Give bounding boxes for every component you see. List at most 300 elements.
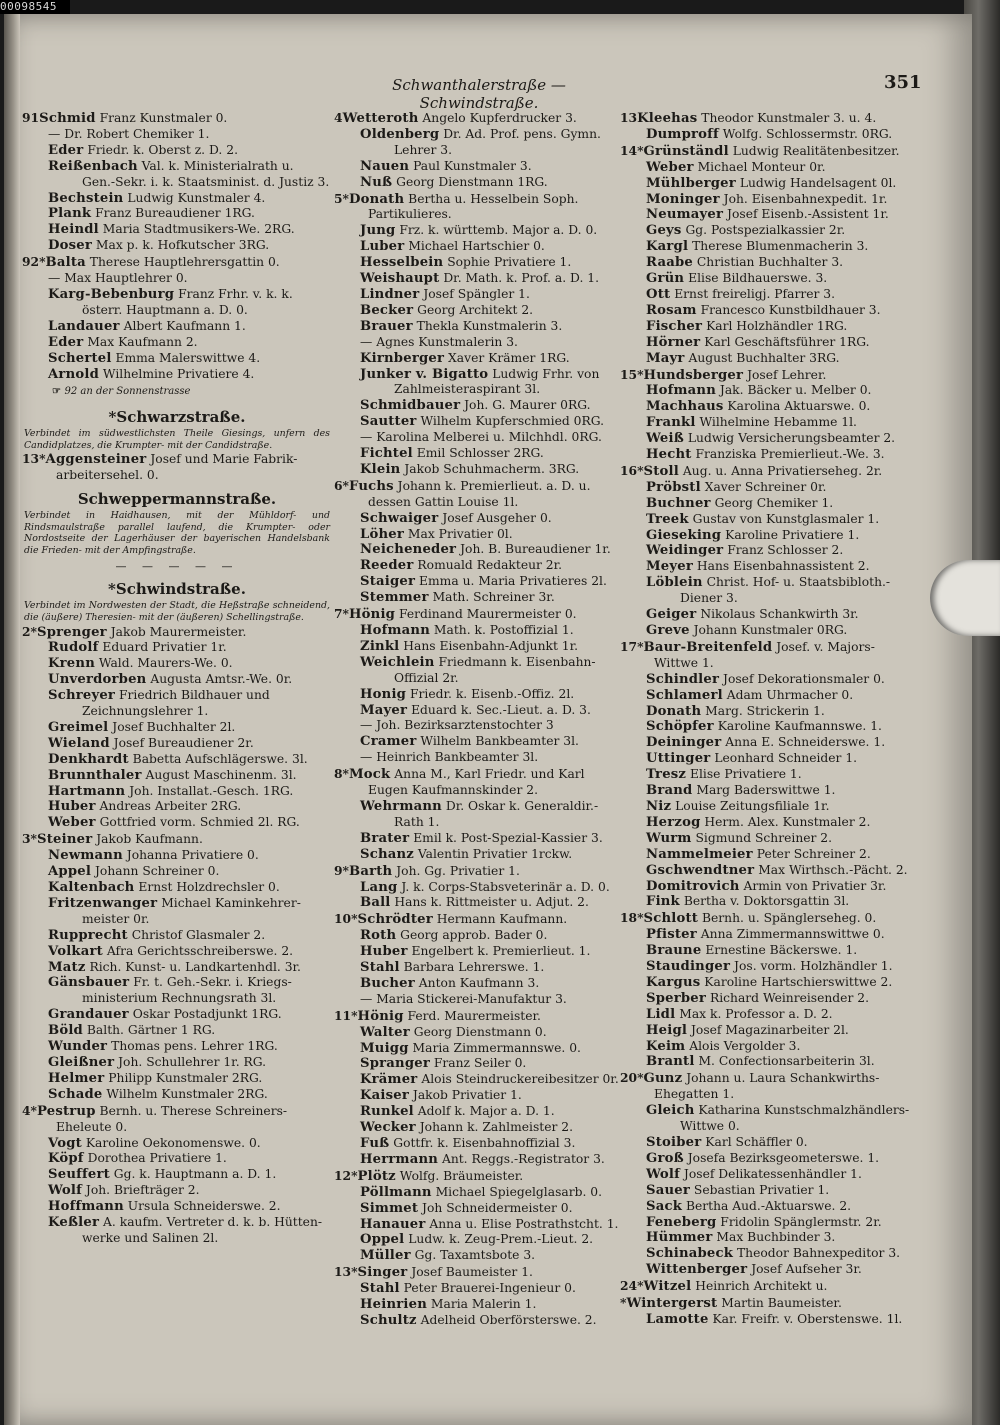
directory-entry [620, 783, 952, 799]
resident-detail: Anna E. Schneiderswe. 1. [721, 735, 886, 750]
resident-surname: Schöpfer [646, 719, 714, 735]
resident-detail: Afra Gerichtsschreiberswe. 2. [102, 943, 294, 958]
resident-detail: Jakob Kaufmann. [92, 832, 203, 847]
resident-detail: Louise Zeitungsfiliale 1r. [671, 798, 830, 813]
resident-detail: Franz Schlosser 2. [723, 543, 844, 558]
resident-surname: Helmer [48, 1070, 105, 1086]
directory-entry [334, 766, 634, 799]
street-description: Verbindet im Nordwesten der Stadt, die Heßstraße schneidend, die (äußere) Theresien- mit der (äußeren) Schellingstraße. [24, 600, 330, 623]
resident-detail: Josef Delikatessenhändler 1. [680, 1166, 862, 1181]
entry-continuation: Partikulieres. [368, 207, 452, 222]
resident-detail: Armin von Privatier 3r. [739, 878, 887, 893]
house-number: 20* [620, 1070, 644, 1086]
resident-surname: Stoll [643, 463, 679, 479]
resident-detail: Franz Kunstmaler 0. [95, 111, 228, 125]
resident-surname: Barth [349, 863, 393, 879]
directory-entry [620, 1103, 952, 1135]
resident-detail: Franz Seiler 0. [429, 1056, 527, 1071]
directory-entry [334, 1136, 634, 1152]
directory-entry [334, 1168, 634, 1185]
resident-surname: Pfister [646, 927, 697, 943]
section-rule: — — — — — [115, 559, 239, 573]
directory-entry [22, 159, 332, 191]
resident-detail: Ludwig Frhr. von [488, 366, 600, 381]
resident-detail: Maria Stadtmusikers-We. 2RG. [98, 222, 295, 237]
street-description: Verbindet in Haidhausen, mit der Mühldorf- und Rindsmaulstraße parallel laufend, die Krumpter- oder Nordostseite der Lagerhäuser der bayerischen Handelsbank die Frieden- mit der Ampfingstraße. [24, 510, 330, 556]
resident-detail: Val. k. Ministerialrath u. [137, 158, 294, 173]
resident-detail: Ferd. Maurermeister. [403, 1008, 541, 1023]
resident-surname: Ott [646, 286, 671, 302]
directory-entry [334, 223, 634, 239]
directory-entry [620, 496, 952, 512]
house-number: 9* [334, 862, 349, 878]
house-number: 15* [620, 366, 644, 382]
resident-surname: Brunnthaler [48, 767, 142, 783]
resident-detail: Gg. Postspezialkassier 2r. [681, 223, 846, 238]
resident-detail: Jakob Schuhmacherm. 3RG. [400, 461, 580, 476]
directory-entry [620, 688, 952, 704]
resident-surname: Huber [48, 799, 96, 815]
book-spine-shadow [4, 14, 20, 1425]
resident-detail: Anna M., Karl Friedr. und Karl [390, 767, 585, 782]
resident-surname: Junker v. Bigatto [360, 366, 489, 382]
resident-detail: Johann u. Laura Schankwirths- [682, 1071, 880, 1086]
column-1 [22, 110, 332, 1247]
resident-detail: Franz Frhr. v. k. k. [174, 286, 293, 301]
resident-surname: Schanz [360, 846, 414, 862]
directory-entry [334, 351, 634, 367]
directory-entry [334, 1120, 634, 1136]
resident-surname: Fritzenwanger [48, 895, 158, 911]
resident-detail: Jos. vorm. Holzhändler 1. [730, 959, 893, 974]
directory-entry [620, 463, 952, 480]
resident-detail: Emma u. Maria Privatieres 2l. [415, 574, 607, 589]
resident-surname: Feneberg [646, 1214, 717, 1230]
resident-surname: Luber [360, 239, 405, 255]
directory-page [4, 14, 972, 1425]
resident-surname: Rosam [646, 302, 697, 318]
house-number: 24* [620, 1278, 644, 1294]
directory-entry [620, 512, 952, 528]
house-number: 4* [22, 1102, 37, 1118]
resident-surname: Wehrmann [360, 798, 442, 814]
resident-surname: Mock [349, 767, 391, 783]
house-number: 3* [22, 831, 37, 847]
directory-entry [22, 768, 332, 784]
house-number: 11* [334, 1007, 358, 1023]
directory-entry [620, 719, 952, 735]
resident-surname: Eder [48, 142, 84, 158]
entry-continuation: dessen Gattin Louise 1l. [368, 494, 519, 509]
resident-surname: Frankl [646, 415, 696, 431]
directory-entry [22, 1023, 332, 1039]
resident-detail: Georg Dienstmann 1RG. [392, 174, 548, 189]
resident-detail: Anton Kaufmann 3. [414, 975, 540, 990]
resident-surname: Schwaiger [360, 510, 439, 526]
resident-surname: Niz [646, 798, 672, 814]
directory-entry [620, 1230, 952, 1246]
directory-entry [620, 879, 952, 895]
resident-detail: Babetta Aufschlägerswe. 3l. [128, 751, 308, 766]
resident-surname: Fuchs [349, 478, 394, 494]
resident-surname: Baur-Breitenfeld [643, 639, 773, 655]
resident-surname: Braune [646, 943, 702, 959]
directory-entry [22, 1167, 332, 1183]
resident-detail: Dorothea Privatiere 1. [83, 1151, 227, 1166]
resident-detail: Alois Steindruckereibesitzer 0r. [417, 1072, 619, 1087]
directory-entry [22, 720, 332, 736]
resident-surname: Löher [360, 526, 404, 542]
directory-entry [334, 191, 634, 224]
directory-entry [620, 799, 952, 815]
resident-detail: Gottfried vorm. Schmied 2l. RG. [95, 815, 300, 830]
resident-surname: Bechstein [48, 190, 124, 206]
entry-continuation: Zeichnungslehrer 1. [82, 704, 209, 719]
directory-entry [620, 1167, 952, 1183]
resident-detail: Wald. Maurers-We. 0. [94, 656, 233, 671]
resident-surname: Fuß [360, 1136, 390, 1151]
resident-detail: Johann Schreiner 0. [91, 864, 220, 879]
resident-surname: Hecht [646, 447, 692, 463]
resident-detail: Joh. Schullehrer 1r. RG. [114, 1054, 267, 1069]
resident-detail: Valentin Privatier 1rckw. [413, 846, 573, 861]
directory-entry [334, 1281, 634, 1297]
resident-surname: Gieseking [646, 527, 722, 543]
directory-entry [22, 1103, 332, 1136]
resident-detail: Emma Malerswittwe 4. [111, 350, 261, 365]
resident-detail: Kar. Freifr. v. Oberstenswe. 1l. [708, 1311, 903, 1326]
resident-surname: Wunder [48, 1039, 108, 1055]
resident-detail: Math. Schreiner 3r. [428, 590, 555, 605]
resident-detail: Emil k. Post-Spezial-Kassier 3. [409, 830, 603, 845]
directory-entry [334, 1072, 634, 1088]
directory-entry [22, 944, 332, 960]
directory-entry [22, 206, 332, 222]
directory-entry [620, 543, 952, 559]
resident-detail: — Maria Stickerei-Manufaktur 3. [360, 991, 567, 1006]
directory-entry [334, 239, 634, 255]
resident-surname: Nuß [360, 174, 393, 190]
resident-detail: Paul Kunstmaler 3. [409, 158, 532, 173]
resident-detail: Joh. Installat.-Gesch. 1RG. [125, 783, 294, 798]
resident-surname: Geys [646, 223, 682, 239]
resident-surname: Lang [360, 879, 398, 895]
entry-continuation: Rath 1. [394, 814, 440, 829]
resident-detail: — Dr. Robert Chemiker 1. [48, 126, 210, 141]
resident-surname: Fichtel [360, 446, 413, 462]
resident-detail: Peter Brauerei-Ingenieur 0. [399, 1281, 576, 1296]
directory-entry [334, 511, 634, 527]
directory-entry [334, 287, 634, 303]
resident-surname: Bucher [360, 975, 415, 991]
resident-surname: Neumayer [646, 207, 724, 223]
resident-detail: Sophie Privatiere 1. [443, 255, 572, 270]
resident-surname: Böld [48, 1023, 83, 1039]
directory-entry [620, 431, 952, 447]
resident-surname: Stahl [360, 960, 400, 976]
resident-detail: Johann k. Premierlieut. a. D. u. [393, 478, 591, 493]
resident-surname: Staiger [360, 574, 416, 590]
resident-detail: Josefa Bezirksgeometerswe. 1. [683, 1150, 880, 1165]
directory-entry [22, 815, 332, 831]
resident-surname: Balta [45, 255, 86, 271]
resident-detail: Joh. Gg. Privatier 1. [392, 863, 520, 878]
resident-surname: Karg-Bebenburg [48, 286, 175, 302]
pointing-hand-icon: ☞ [52, 386, 65, 398]
directory-entry [620, 255, 952, 271]
resident-detail: Wolfg. Schlossermstr. 0RG. [718, 126, 893, 141]
directory-entry [620, 207, 952, 223]
resident-surname: Mayer [360, 702, 408, 718]
directory-entry [620, 303, 952, 319]
resident-surname: Löblein [646, 575, 703, 591]
page-header [4, 72, 972, 112]
directory-entry [620, 607, 952, 623]
resident-detail: Ernst Holzdrechsler 0. [134, 880, 280, 894]
resident-detail: Johanna Privatiere 0. [122, 848, 259, 863]
resident-detail: Bernh. u. Spänglerseheg. 0. [698, 911, 877, 926]
resident-detail: Ant. Reggs.-Registrator 3. [438, 1151, 605, 1166]
directory-entry [334, 623, 634, 639]
resident-surname: Sperber [646, 990, 707, 1006]
resident-surname: Grün [646, 271, 685, 287]
directory-entry [334, 976, 634, 992]
resident-detail: Thekla Kunstmalerin 3. [412, 318, 563, 333]
resident-surname: Mayr [646, 350, 685, 366]
resident-detail: Georg approb. Bader 0. [396, 928, 548, 943]
resident-detail: Josef Dekorationsmaler 0. [719, 671, 885, 686]
resident-surname: Wetteroth [342, 111, 419, 126]
directory-entry [334, 1025, 634, 1041]
resident-surname: Krämer [360, 1072, 418, 1088]
resident-surname: Kargus [646, 974, 701, 990]
resident-detail: Anna Zimmermannswittwe 0. [696, 927, 885, 942]
resident-detail: Philipp Kunstmaler 2RG. [104, 1070, 263, 1085]
house-number: 16* [620, 462, 644, 478]
resident-surname: Schindler [646, 671, 720, 687]
resident-surname: Cramer [360, 734, 417, 750]
directory-entry [334, 911, 634, 928]
directory-entry [22, 351, 332, 367]
resident-detail: Elise Privatiere 1. [686, 767, 802, 782]
resident-detail: Gottfr. k. Eisenbahnoffizial 3. [389, 1136, 576, 1150]
resident-surname: Huber [360, 944, 408, 960]
resident-surname: Hörner [646, 334, 701, 350]
entry-continuation: Wittwe 1. [654, 655, 714, 670]
directory-entry [22, 191, 332, 207]
resident-surname: Appel [48, 864, 92, 880]
directory-entry [620, 1278, 952, 1295]
directory-entry [620, 1151, 952, 1167]
resident-detail: Karl Geschäftsführer 1RG. [700, 334, 870, 349]
resident-detail: — Agnes Kunstmalerin 3. [360, 334, 518, 349]
resident-surname: Brater [360, 830, 410, 846]
directory-entry [334, 1152, 634, 1168]
directory-entry [620, 480, 952, 496]
resident-surname: Keßler [48, 1215, 100, 1231]
entry-continuation: Gen.-Sekr. i. k. Staatsminist. d. Justiz 3. [82, 174, 330, 189]
resident-detail: Karoline Oekonomenswe. 0. [81, 1135, 261, 1150]
directory-entry [334, 1313, 634, 1329]
street-description: Verbindet im südwestlichsten Theile Giesings, unfern des Candidplatzes, die Krumpter- mit der Candidstraße. [24, 428, 330, 451]
directory-entry [334, 1041, 634, 1057]
resident-surname: Schlamerl [646, 687, 723, 703]
resident-detail: Ursula Schneiderswe. 2. [123, 1199, 281, 1214]
resident-surname: Wolf [48, 1183, 83, 1199]
resident-surname: Pröbstl [646, 479, 701, 495]
resident-surname: Honig [360, 686, 407, 702]
resident-surname: Heinrien [360, 1297, 427, 1313]
directory-entry [620, 831, 952, 847]
resident-detail: Ludwig Realitätenbesitzer. [728, 143, 900, 158]
resident-surname: Landauer [48, 318, 120, 334]
directory-entry [22, 287, 332, 319]
directory-entry [620, 367, 952, 384]
resident-surname: Moninger [646, 191, 720, 207]
resident-detail: Xaver Schreiner 0r. [700, 479, 827, 494]
resident-detail: Engelbert k. Premierlieut. 1. [407, 944, 591, 959]
street-title: *Schwindstraße. [108, 580, 246, 599]
resident-detail: Gg. Taxamtsbote 3. [410, 1248, 536, 1263]
resident-detail: Francesco Kunstbildhauer 3. [696, 302, 881, 317]
resident-detail: Eduard Privatier 1r. [98, 640, 227, 655]
resident-surname: Denkhardt [48, 751, 129, 767]
resident-detail: Richard Weinreisender 2. [706, 990, 869, 1005]
resident-surname: Wittenberger [646, 1262, 748, 1278]
resident-detail: Dr. Math. k. Prof. a. D. 1. [439, 271, 599, 286]
resident-surname: Sauer [646, 1182, 690, 1198]
resident-surname: Grandauer [48, 1007, 129, 1023]
resident-detail: — Max Hauptlehrer 0. [48, 271, 188, 286]
resident-surname: Runkel [360, 1104, 414, 1120]
resident-detail: Peter Schreiner 2. [752, 846, 871, 861]
resident-detail: Jak. Bäcker u. Melber 0. [716, 383, 872, 398]
directory-entry [334, 1056, 634, 1072]
house-number: 10* [334, 911, 358, 927]
resident-surname: Roth [360, 928, 397, 944]
directory-entry [334, 398, 634, 414]
directory-entry [620, 1023, 952, 1039]
resident-detail: Balth. Gärtner 1 RG. [82, 1023, 216, 1038]
resident-surname: Lidl [646, 1006, 676, 1022]
directory-entry [620, 735, 952, 751]
resident-surname: Kargl [646, 239, 689, 255]
resident-detail: Theodor Bahnexpeditor 3. [733, 1246, 901, 1261]
directory-entry [22, 110, 332, 127]
directory-entry [334, 430, 634, 446]
directory-entry [620, 927, 952, 943]
resident-detail: Joh. Briefträger 2. [82, 1183, 200, 1198]
directory-entry [334, 255, 634, 271]
resident-surname: Weber [646, 159, 694, 175]
resident-detail: Karoline Kaufmannswe. 1. [713, 719, 882, 734]
directory-entry [620, 1039, 952, 1055]
resident-detail: Hans Eisenbahn-Adjunkt 1r. [399, 638, 579, 653]
directory-entry [334, 478, 634, 511]
resident-detail: Friedr. k. Oberst z. D. 2. [83, 142, 238, 157]
directory-entry [620, 110, 952, 127]
directory-entry [620, 1246, 952, 1262]
resident-detail: Bertha v. Doktorsgattin 3l. [679, 894, 850, 909]
resident-detail: Hermann Kaufmann. [432, 912, 568, 927]
directory-entry [620, 767, 952, 783]
resident-surname: Reißenbach [48, 158, 138, 174]
resident-detail: Joh. B. Bureaudiener 1r. [456, 542, 611, 557]
resident-detail: Alois Vergolder 3. [685, 1038, 801, 1053]
resident-detail: — Karolina Melberei u. Milchhdl. 0RG. [360, 430, 602, 445]
resident-detail: Augusta Amtsr.-We. 0r. [146, 672, 293, 687]
resident-surname: Eder [48, 334, 84, 350]
resident-surname: Buchner [646, 495, 711, 511]
resident-surname: Wolf [646, 1166, 681, 1182]
directory-entry [22, 1183, 332, 1199]
resident-detail: Marg. Strickerin 1. [701, 703, 825, 718]
resident-detail: Anna u. Elise Postrathstcht. 1. [425, 1216, 619, 1231]
resident-detail: Christian Buchhalter 3. [692, 255, 844, 270]
directory-entry [620, 1215, 952, 1231]
directory-entry [334, 703, 634, 719]
directory-entry [22, 1136, 332, 1152]
directory-entry [22, 688, 332, 720]
resident-detail: Wilhelmine Privatiere 4. [99, 366, 255, 381]
directory-entry [22, 880, 332, 896]
resident-surname: Reeder [360, 558, 414, 574]
directory-entry [334, 895, 634, 911]
resident-detail: Hans Eisenbahnassistent 2. [693, 559, 870, 574]
directory-entry [22, 672, 332, 688]
directory-entry [22, 143, 332, 159]
resident-surname: Rupprecht [48, 927, 128, 943]
resident-detail: Josef Baumeister 1. [407, 1265, 533, 1280]
directory-entry [620, 975, 952, 991]
resident-detail: Bertha u. Hesselbein Soph. [404, 191, 579, 206]
directory-entry [22, 848, 332, 864]
resident-detail: Johann Kunstmaler 0RG. [689, 623, 848, 637]
resident-surname: Neicheneder [360, 542, 457, 558]
resident-detail: Christ. Hof- u. Staatsbibloth.- [702, 575, 891, 590]
directory-entry [22, 1071, 332, 1087]
directory-entry [620, 1135, 952, 1151]
resident-surname: Hofmann [360, 623, 431, 638]
resident-detail: Josef Lehrer. [743, 367, 827, 382]
resident-detail: — Heinrich Bankbeamter 3l. [360, 750, 539, 765]
directory-entry [334, 527, 634, 543]
resident-detail: Max Wirthsch.-Pächt. 2. [754, 862, 908, 877]
resident-detail: Andreas Arbeiter 2RG. [95, 799, 242, 814]
directory-entry [620, 143, 952, 160]
resident-detail: Angelo Kupferdrucker 3. [418, 111, 577, 125]
resident-surname: Keim [646, 1038, 686, 1054]
column-3 [620, 110, 952, 1328]
directory-entry [620, 910, 952, 927]
directory-entry [620, 847, 952, 863]
resident-detail: Theodor Kunstmaler 3. u. 4. [697, 111, 877, 125]
resident-surname: Machhaus [646, 399, 724, 415]
resident-surname: Uttinger [646, 751, 711, 767]
directory-entry [334, 542, 634, 558]
resident-surname: Weichlein [360, 654, 435, 670]
directory-entry [334, 734, 634, 750]
resident-detail: M. Confectionsarbeiterin 3l. [694, 1054, 875, 1069]
resident-surname: Herzog [646, 814, 701, 830]
resident-detail: Oskar Postadjunkt 1RG. [128, 1007, 282, 1022]
directory-entry [334, 1104, 634, 1120]
resident-detail: Max Buchbinder 3. [712, 1230, 836, 1245]
directory-entry [22, 928, 332, 944]
directory-entry [620, 863, 952, 879]
resident-surname: Groß [646, 1150, 684, 1166]
house-number: 18* [620, 910, 644, 926]
